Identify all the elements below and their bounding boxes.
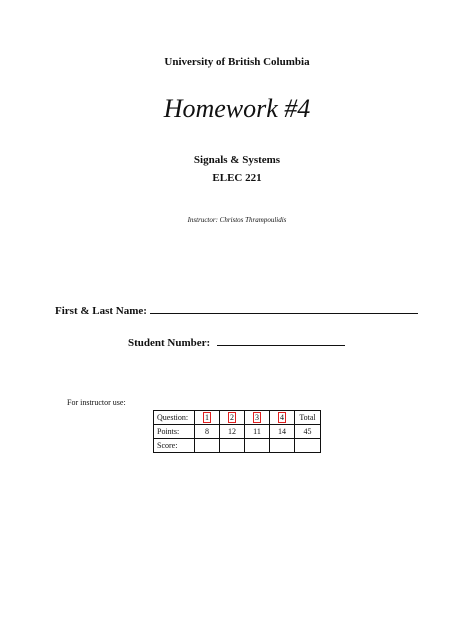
instructor-use-caption: For instructor use: — [67, 398, 126, 407]
total-header: Total — [295, 411, 321, 425]
points-q1: 8 — [195, 425, 220, 439]
name-label: First & Last Name: — [55, 305, 147, 317]
name-line[interactable] — [150, 313, 418, 314]
score-row — [154, 439, 321, 453]
grading-table — [153, 410, 321, 453]
question-link-3[interactable]: 3 — [255, 413, 259, 422]
question-link-2[interactable]: 2 — [230, 413, 234, 422]
points-q4: 14 — [270, 425, 295, 439]
points-total: 45 — [295, 425, 321, 439]
student-number-label: Student Number: — [128, 337, 211, 349]
score-total[interactable] — [295, 439, 321, 453]
question-link-1[interactable]: 1 — [205, 413, 209, 422]
points-row-label: Points: — [154, 425, 195, 439]
score-q3[interactable] — [245, 439, 270, 453]
university-name: University of British Columbia — [164, 56, 310, 68]
question-row-label: Question: — [154, 411, 195, 425]
question-link-4[interactable]: 4 — [280, 413, 284, 422]
score-q1[interactable] — [195, 439, 220, 453]
score-q2[interactable] — [220, 439, 245, 453]
homework-title: Homework #4 — [163, 94, 311, 123]
student-number-line[interactable] — [217, 345, 345, 346]
points-q3: 11 — [245, 425, 270, 439]
course-code: ELEC 221 — [212, 172, 262, 184]
points-row — [154, 425, 321, 439]
question-row — [154, 411, 321, 425]
course-name: Signals & Systems — [193, 154, 281, 166]
score-row-label: Score: — [154, 439, 195, 453]
points-q2: 12 — [220, 425, 245, 439]
score-q4[interactable] — [270, 439, 295, 453]
instructor-name: Instructor: Christos Thrampoulidis — [187, 216, 287, 224]
